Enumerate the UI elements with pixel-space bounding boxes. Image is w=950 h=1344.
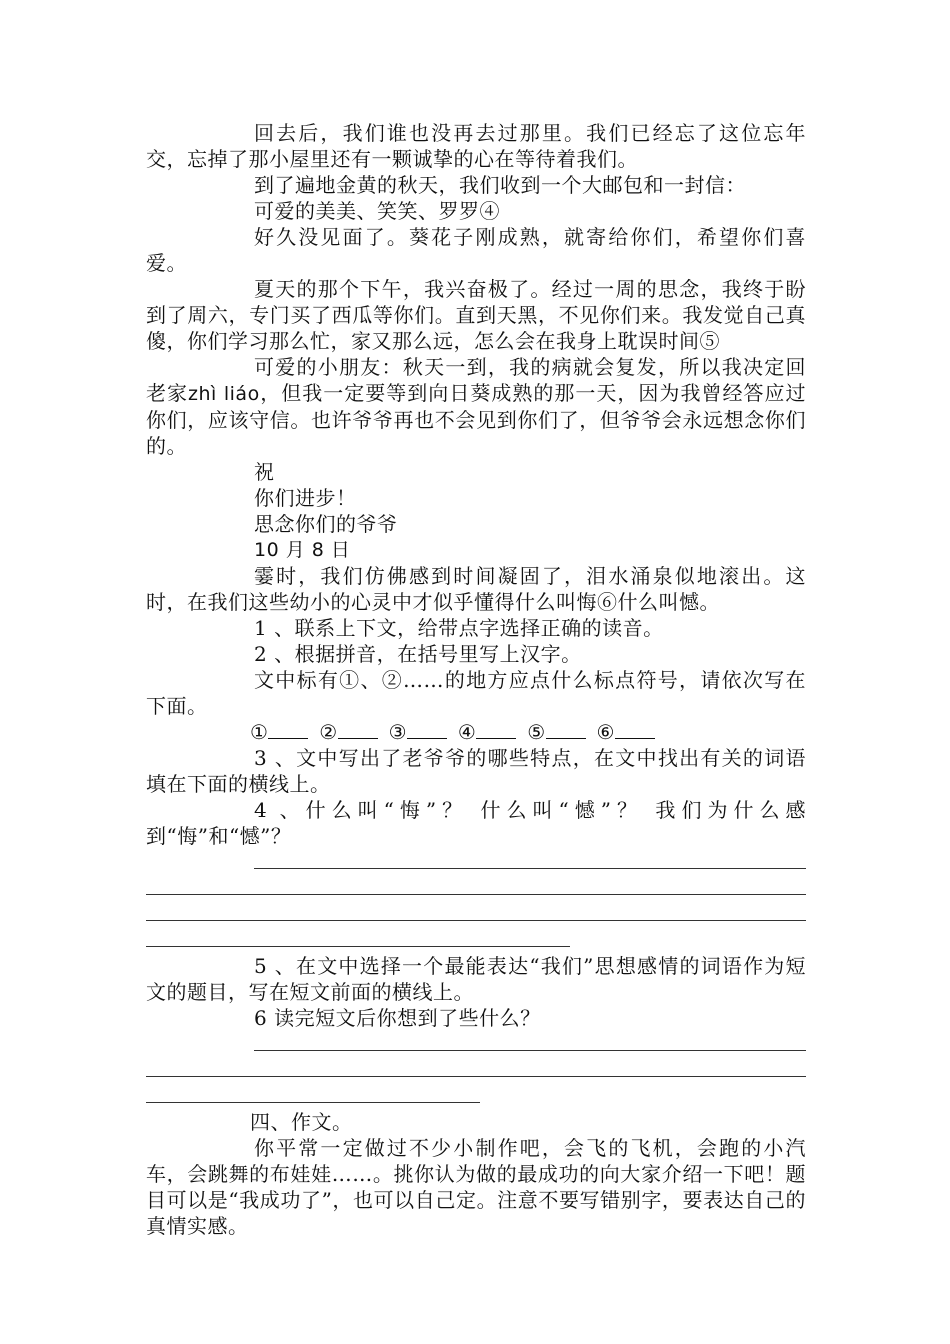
- paragraph: 霎时，我们仿佛感到时间凝固了，泪水涌泉似地滚出。这时，在我们这些幼小的心灵中才似乎懂得什么叫悔⑥什么叫憾。: [146, 564, 806, 614]
- letter-signature: 思念你们的爷爷: [254, 512, 398, 536]
- answer-line[interactable]: [146, 849, 806, 875]
- mark: ②: [319, 720, 338, 744]
- answer-line[interactable]: [146, 1083, 806, 1109]
- answer-line[interactable]: [146, 875, 806, 901]
- punctuation-blanks: [146, 719, 806, 745]
- mark: ④: [457, 720, 477, 744]
- text: ，但我一定要等到向日葵成熟的那一天，因为我曾经答应过你们，应该守信。也许爷爷再也不会见到你们了，但爷爷会永远想念你们的。: [146, 381, 806, 458]
- question-6: 6 读完短文后你想到了些什么？: [254, 1006, 541, 1030]
- answer-blank[interactable]: [268, 720, 308, 739]
- essay-prompt: 你平常一定做过不少小制作吧，会飞的飞机，会跑的小汽车，会跳舞的布娃娃……。挑你认为做的最成功的向大家介绍一下吧！题目可以是“我成功了”，也可以自己定。注意不要写错别字，要表达自己的真情实感。: [146, 1136, 806, 1238]
- answer-line[interactable]: [146, 901, 806, 927]
- letter-closing: 你们进步！: [254, 486, 357, 510]
- answer-blank[interactable]: [615, 720, 655, 739]
- question-2b: 文中标有①、②……的地方应点什么标点符号，请依次写在下面。: [146, 668, 806, 718]
- answer-blank[interactable]: [476, 720, 516, 739]
- answer-line[interactable]: [146, 1031, 806, 1057]
- mark: ①: [250, 720, 269, 744]
- section-heading: 四、作文。: [250, 1110, 353, 1134]
- question-3: 3 、文中写出了老爷爷的哪些特点，在文中找出有关的词语填在下面的横线上。: [146, 746, 806, 796]
- letter-greeting: 可爱的美美、笑笑、罗罗④: [254, 199, 500, 223]
- pinyin-text: zhì liáo: [188, 383, 260, 405]
- mark: ⑥: [596, 720, 615, 744]
- document-body: [146, 120, 806, 1239]
- answer-blank[interactable]: [407, 720, 447, 739]
- question-2: 2 、根据拼音，在括号里写上汉字。: [254, 642, 582, 666]
- question-4: 4 、什么叫“悔”？ 什么叫“憾”？ 我们为什么感到“悔”和“憾”？: [146, 798, 806, 848]
- question-5: 5 、在文中选择一个最能表达“我们”思想感情的词语作为短文的题目，写在短文前面的横线上。: [146, 954, 806, 1004]
- letter-date: 10 月 8 日: [254, 539, 351, 561]
- paragraph: 夏天的那个下午，我兴奋极了。经过一周的思念，我终于盼到了周六，专门买了西瓜等你们。直到天黑，不见你们来。我发觉自己真傻，你们学习那么忙，家又那么远，怎么会在我身上耽误时间⑤: [146, 277, 806, 353]
- answer-blank[interactable]: [546, 720, 586, 739]
- answer-blank[interactable]: [338, 720, 378, 739]
- paragraph: 回去后，我们谁也没再去过那里。我们已经忘了这位忘年交，忘掉了那小屋里还有一颗诚挚的心在等待着我们。: [146, 121, 806, 171]
- text: 可爱的小朋友：秋天一到，我的病就会复发，所以我决定回老家: [146, 355, 806, 405]
- answer-line[interactable]: [146, 1057, 806, 1083]
- answer-line[interactable]: [146, 927, 806, 953]
- paragraph: [146, 354, 806, 459]
- paragraph: 好久没见面了。葵花子刚成熟，就寄给你们，希望你们喜爱。: [146, 225, 806, 275]
- paragraph: 到了遍地金黄的秋天，我们收到一个大邮包和一封信：: [254, 173, 746, 197]
- letter-closing: 祝: [254, 460, 275, 484]
- question-1: 1 、联系上下文，给带点字选择正确的读音。: [254, 616, 664, 640]
- mark: ⑤: [527, 720, 546, 744]
- mark: ③: [388, 720, 408, 744]
